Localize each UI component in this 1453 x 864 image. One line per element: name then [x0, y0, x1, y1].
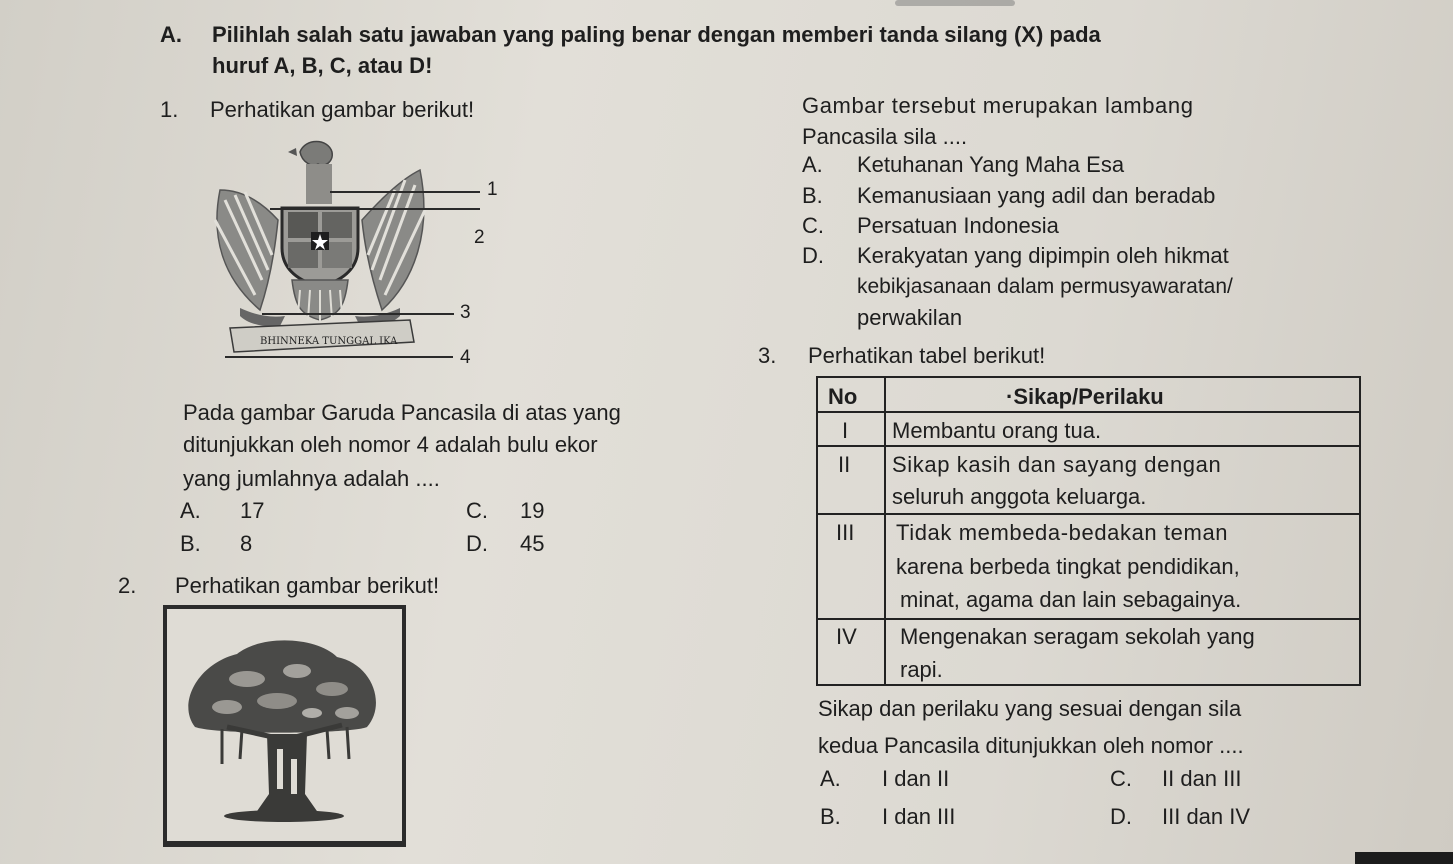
garuda-illustration [200, 130, 440, 375]
q3-option-d-letter[interactable]: D. [1110, 804, 1132, 829]
q2-question-line1: Gambar tersebut merupakan lambang [802, 93, 1194, 118]
q2-option-d-line2: kebikjasanaan dalam permusyawaratan/ [857, 275, 1233, 298]
table-row-2-text-line2: seluruh anggota keluarga. [892, 484, 1147, 509]
page-smudge [895, 0, 1015, 6]
q2-option-c-text[interactable]: Persatuan Indonesia [857, 213, 1059, 238]
q2-option-b-text[interactable]: Kemanusiaan yang adil dan beradab [857, 183, 1216, 208]
q2-question-line2: Pancasila sila .... [802, 124, 968, 149]
q2-option-d-letter[interactable]: D. [802, 243, 824, 268]
behavior-table [816, 376, 1361, 686]
q1-option-d-text[interactable]: 45 [520, 531, 545, 556]
q1-question-line1: Pada gambar Garuda Pancasila di atas yang [183, 400, 621, 425]
table-row-4-text-line2: rapi. [900, 657, 943, 682]
q3-option-a-letter[interactable]: A. [820, 766, 841, 791]
callout-2: 2 [474, 227, 485, 248]
q3-number: 3. [758, 343, 777, 368]
callout-3: 3 [460, 302, 471, 323]
q1-question-line2: ditunjukkan oleh nomor 4 adalah bulu ekor [183, 432, 598, 457]
callout-line-2 [270, 208, 480, 210]
q2-option-a-text[interactable]: Ketuhanan Yang Maha Esa [857, 152, 1125, 177]
table-row-2-no: II [838, 452, 851, 477]
q2-number: 2. [118, 573, 137, 598]
table-column-divider [884, 378, 886, 684]
table-row-3-text-line1: Tidak membeda-bedakan teman [896, 520, 1229, 545]
table-row-2-text-line1: Sikap kasih dan sayang dengan [892, 452, 1222, 477]
table-row-divider [818, 513, 1359, 515]
q3-option-c-letter[interactable]: C. [1110, 766, 1132, 791]
callout-4: 4 [460, 347, 471, 368]
q1-prompt: Perhatikan gambar berikut! [210, 97, 475, 122]
garuda-pancasila-image [200, 130, 440, 375]
banyan-tree-image [163, 605, 406, 847]
section-instruction-line1: Pilihlah salah satu jawaban yang paling benar dengan memberi tanda silang (X) pada [212, 22, 1101, 47]
motto-ribbon: BHINNEKA TUNGGAL IKA [260, 336, 398, 347]
q1-option-b-text[interactable]: 8 [240, 531, 253, 556]
q3-option-b-letter[interactable]: B. [820, 804, 841, 829]
q1-option-a-letter[interactable]: A. [180, 498, 201, 523]
q3-option-a-text[interactable]: I dan II [882, 766, 950, 791]
q2-option-c-letter[interactable]: C. [802, 213, 824, 238]
banyan-tree-illustration [167, 609, 402, 841]
q1-option-c-text[interactable]: 19 [520, 498, 545, 523]
q3-option-d-text[interactable]: III dan IV [1162, 804, 1251, 829]
q1-question-line3: yang jumlahnya adalah .... [183, 466, 440, 491]
q2-option-d-line3: perwakilan [857, 305, 963, 330]
q3-prompt: Perhatikan tabel berikut! [808, 343, 1046, 368]
page-edge-shadow [1355, 852, 1453, 864]
q3-question-line2: kedua Pancasila ditunjukkan oleh nomor .... [818, 733, 1244, 758]
table-row-3-text-line3: minat, agama dan lain sebagainya. [900, 587, 1242, 612]
callout-line-3 [262, 313, 454, 315]
section-letter: A. [160, 22, 182, 47]
table-header-no: No [828, 384, 858, 409]
callout-line-1 [330, 191, 480, 193]
q1-number: 1. [160, 97, 179, 122]
q2-option-d-text[interactable]: Kerakyatan yang dipimpin oleh hikmat [857, 243, 1229, 268]
table-row-3-text-line2: karena berbeda tingkat pendidikan, [896, 554, 1240, 579]
table-row-4-no: IV [836, 624, 857, 649]
q2-option-b-letter[interactable]: B. [802, 183, 823, 208]
table-row-1-text: Membantu orang tua. [892, 418, 1102, 443]
q1-option-b-letter[interactable]: B. [180, 531, 201, 556]
q1-option-a-text[interactable]: 17 [240, 498, 265, 523]
q1-option-c-letter[interactable]: C. [466, 498, 488, 523]
q1-option-d-letter[interactable]: D. [466, 531, 488, 556]
table-row-4-text-line1: Mengenakan seragam sekolah yang [900, 624, 1255, 649]
q3-option-c-text[interactable]: II dan III [1162, 766, 1242, 791]
q3-question-line1: Sikap dan perilaku yang sesuai dengan sila [818, 696, 1242, 721]
q2-prompt: Perhatikan gambar berikut! [175, 573, 440, 598]
callout-line-4 [225, 356, 453, 358]
q3-option-b-text[interactable]: I dan III [882, 804, 956, 829]
table-row-3-no: III [836, 520, 855, 545]
table-header-behavior: ·Sikap/Perilaku [1006, 384, 1164, 409]
q2-option-a-letter[interactable]: A. [802, 152, 823, 177]
callout-1: 1 [487, 179, 498, 200]
section-instruction-line2: huruf A, B, C, atau D! [212, 53, 433, 78]
table-row-1-no: I [842, 418, 849, 443]
